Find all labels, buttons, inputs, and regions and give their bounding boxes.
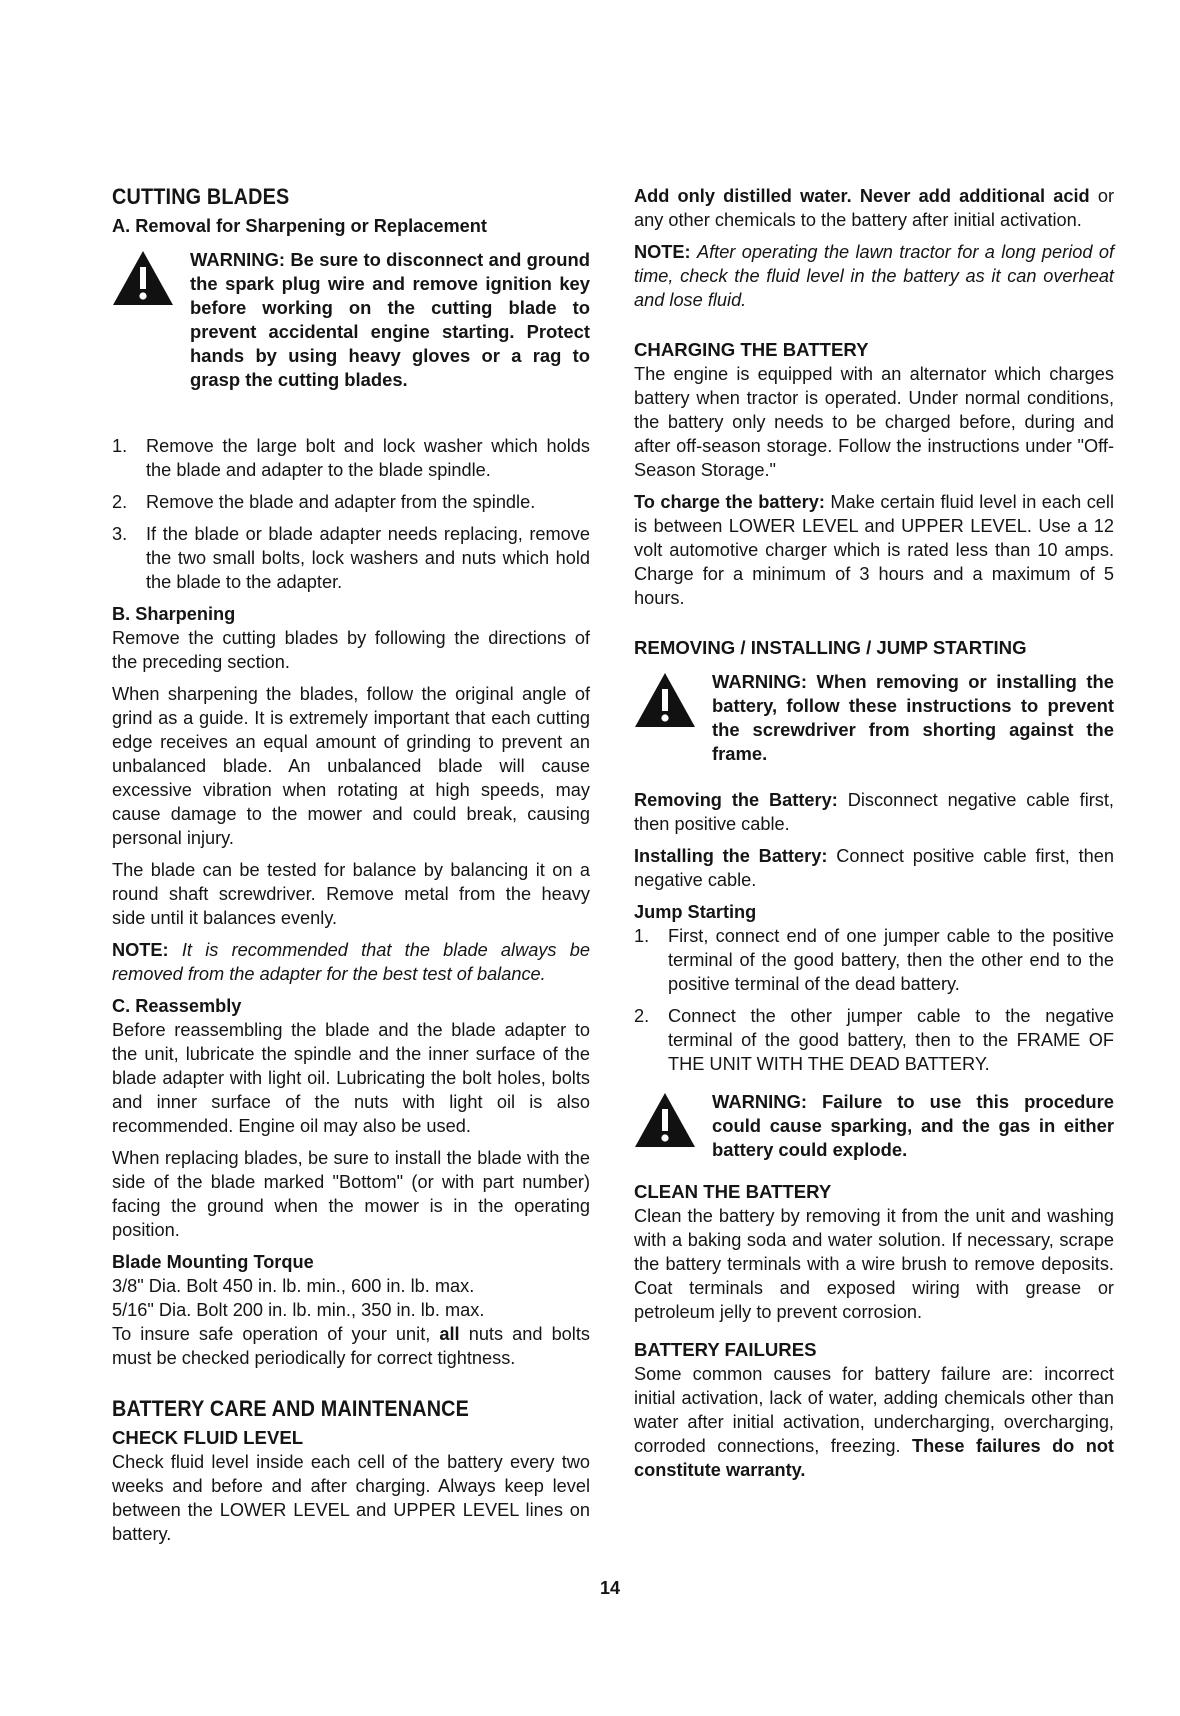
right-column: [634, 184, 1114, 1490]
sharpening-paragraph-1: Remove the cutting blades by following the directions of the preceding section.: [112, 628, 590, 672]
list-item: [112, 490, 590, 514]
sharpening-paragraph-2: When sharpening the blades, follow the original angle of grind as a guide. It is extremely important that each cutting edge receives an equal amount of grinding to prevent an unbalanced blade. An unbalanced blade will cause excessive vibration when rotating at high speeds, may cause damage to the mower and could break, causing personal injury.: [112, 684, 590, 848]
warranty-disclaimer: These failures do not constitute warranty.: [634, 1436, 1114, 1480]
step-text: Connect the other jumper cable to the negative terminal of the good battery, then to the FRAME OF THE UNIT WITH THE DEAD BATTERY.: [668, 1006, 1114, 1074]
warning-block-blades: [112, 248, 590, 392]
step-number: 2.: [112, 492, 128, 512]
removal-steps: [112, 434, 590, 594]
torque-line-2: 5/16" Dia. Bolt 200 in. lb. min., 350 in. lb. max.: [112, 1300, 485, 1320]
list-item: [634, 1004, 1114, 1076]
reassembly-subheading: C. Reassembly: [112, 996, 242, 1016]
clean-battery-text: Clean the battery by removing it from the unit and washing with a baking soda and water solution. If necessary, scrape the battery terminals with a wire brush to remove deposits. Coat terminals and exposed wiring with grease or petroleum jelly to prevent corrosion.: [634, 1206, 1114, 1322]
torque-line-1: 3/8" Dia. Bolt 450 in. lb. min., 600 in. lb. max.: [112, 1276, 475, 1296]
torque-note-emphasis: all: [439, 1324, 460, 1344]
torque-note-part-2: nuts and bolts must be checked periodically for correct tightness.: [112, 1324, 590, 1368]
removing-battery-paragraph: [634, 788, 1114, 836]
distilled-water-paragraph: [634, 184, 1114, 232]
charge-text: Make certain fluid level in each cell is between LOWER LEVEL and UPPER LEVEL. Use a 12 volt automotive charger which is rated less than 10 amps. Charge for a minimum of 3 hours and a maximum of 5 hours.: [634, 492, 1114, 608]
step-text: Remove the blade and adapter from the spindle.: [146, 492, 536, 512]
removing-text: Disconnect negative cable first, then positive cable.: [634, 790, 1114, 834]
reassembly-paragraph-1: Before reassembling the blade and the blade adapter to the unit, lubricate the spindle and the inner surface of the blade adapter with light oil. Lubricating the bolt holes, bolts and inner surface of the nuts with light oil is also recommended. Engine oil may also be used.: [112, 1020, 590, 1136]
removing-installing-heading: REMOVING / INSTALLING / JUMP STARTING: [634, 637, 1027, 658]
step-number: 1.: [112, 436, 128, 456]
warning-text-removing: WARNING: When removing or installing the battery, follow these instructions to prevent the screwdriver from shorting against the frame.: [712, 671, 1114, 764]
charging-text: The engine is equipped with an alternator which charges battery when tractor is operated. Under normal conditions, the battery only needs to be charged before, during and after off-season storage. Follow the instructions under "Off-Season Storage.": [634, 364, 1114, 480]
check-fluid-text: Check fluid level inside each cell of the battery every two weeks and before and after charging. Always keep level between the LOWER LEVEL and UPPER LEVEL lines on battery.: [112, 1452, 590, 1544]
reassembly-paragraph-2: When replacing blades, be sure to install the blade with the side of the blade marked "Bottom" (or with part number) facing the ground when the mower is in the operating position.: [112, 1148, 590, 1240]
step-text: If the blade or blade adapter needs replacing, remove the two small bolts, lock washers and nuts which hold the blade to the adapter.: [146, 524, 590, 592]
list-item: [634, 924, 1114, 996]
list-item: [112, 434, 590, 482]
step-number: 1.: [634, 926, 650, 946]
warning-text-blades: WARNING: Be sure to disconnect and ground the spark plug wire and remove ignition key before working on the cutting blade to prevent accidental engine starting. Protect hands by using heavy gloves or a rag to grasp the cutting blades.: [190, 249, 590, 390]
clean-battery-heading: CLEAN THE BATTERY: [634, 1181, 832, 1202]
charging-heading: CHARGING THE BATTERY: [634, 339, 869, 360]
warning-triangle-icon: [634, 1092, 696, 1148]
warning-block-sparking: [634, 1090, 1114, 1162]
fluid-note: [634, 240, 1114, 312]
warning-triangle-icon: [112, 250, 174, 306]
cutting-blades-title: CUTTING BLADES: [112, 184, 290, 209]
step-text: Remove the large bolt and lock washer which holds the blade and adapter to the blade spindle.: [146, 436, 590, 480]
torque-heading: Blade Mounting Torque: [112, 1252, 314, 1272]
battery-care-title: BATTERY CARE AND MAINTENANCE: [112, 1396, 470, 1421]
warning-block-removing: [634, 670, 1114, 766]
page-number: 14: [600, 1578, 621, 1598]
warning-triangle-icon: [634, 672, 696, 728]
jump-steps: [634, 924, 1114, 1076]
charge-label: To charge the battery:: [634, 492, 825, 512]
battery-failures-heading: BATTERY FAILURES: [634, 1339, 817, 1360]
step-text: First, connect end of one jumper cable to the positive terminal of the good battery, then the other end to the positive terminal of the dead battery.: [668, 926, 1114, 994]
installing-battery-paragraph: [634, 844, 1114, 892]
jump-starting-heading: Jump Starting: [634, 902, 757, 922]
charge-instructions: [634, 490, 1114, 610]
removal-subheading: A. Removal for Sharpening or Replacement: [112, 216, 487, 236]
sharpening-paragraph-3: The blade can be tested for balance by balancing it on a round shaft screwdriver. Remove metal from the heavy side until it balances evenly.: [112, 860, 590, 928]
note-label: NOTE:: [112, 940, 169, 960]
check-fluid-heading: CHECK FLUID LEVEL: [112, 1427, 304, 1448]
step-number: 2.: [634, 1006, 650, 1026]
note-text: After operating the lawn tractor for a long period of time, check the fluid level in the battery as it can overheat and lose fluid.: [634, 242, 1114, 310]
installing-text: Connect positive cable first, then negative cable.: [634, 846, 1114, 890]
left-column: [112, 184, 590, 1554]
torque-note-part-1: To insure safe operation of your unit,: [112, 1324, 431, 1344]
torque-note: [112, 1322, 590, 1370]
step-number: 3.: [112, 524, 128, 544]
installing-label: Installing the Battery:: [634, 846, 828, 866]
list-item: [112, 522, 590, 594]
sharpening-subheading: B. Sharpening: [112, 604, 236, 624]
battery-failures-text: Some common causes for battery failure are: incorrect initial activation, lack of water, adding chemicals other than water after initial activation, undercharging, overcharging, corroded connections, freezing.: [634, 1364, 1114, 1456]
distilled-water-rest: or any other chemicals to the battery after initial activation.: [634, 186, 1115, 230]
distilled-water-emphasis: Add only distilled water. Never add additional acid: [634, 186, 1090, 206]
warning-text-sparking: WARNING: Failure to use this procedure could cause sparking, and the gas in either battery could explode.: [712, 1091, 1114, 1160]
note-text: It is recommended that the blade always be removed from the adapter for the best test of balance.: [112, 940, 590, 984]
balance-note: [112, 938, 590, 986]
battery-failures-paragraph: [634, 1362, 1114, 1482]
removing-label: Removing the Battery:: [634, 790, 838, 810]
note-label: NOTE:: [634, 242, 691, 262]
